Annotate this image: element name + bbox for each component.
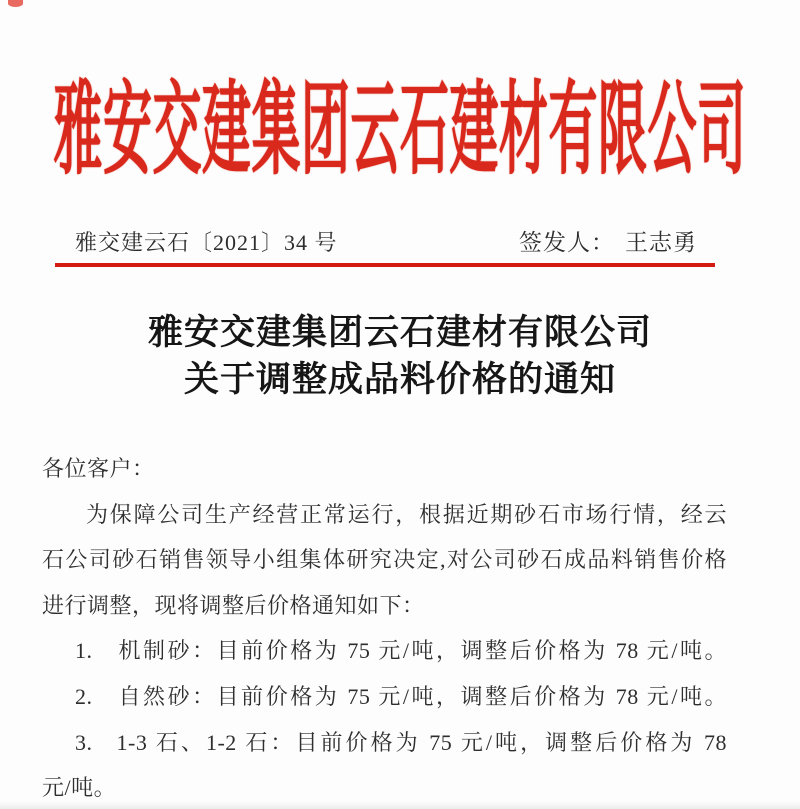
price-item-2-text: 自然砂：目前价格为 75 元/吨，调整后价格为 78 元/吨。 [116,683,727,709]
red-divider-rule [55,263,715,267]
issuer-name: 王志勇 [625,230,697,255]
issuer-label: 签发人： [519,230,615,255]
notice-body [42,446,727,809]
notice-title [0,309,800,403]
price-item-3-text: 1-3 石、1-2 石：目前价格为 75 元/吨，调整后价格为 78 [116,729,727,755]
document-number: 雅交建云石〔2021〕34 号 [75,230,338,255]
scan-artifact-mark [8,0,23,7]
body-line-3: 进行调整，现将调整后价格通知如下： [42,592,425,618]
price-item-1-text: 机制砂：目前价格为 75 元/吨，调整后价格为 78 元/吨。 [116,638,727,664]
notice-title-line2: 关于调整成品料价格的通知 [183,360,616,399]
salutation: 各位客户： [42,456,155,481]
price-item-3-number: 3. [75,729,93,755]
body-line-2: 石公司砂石销售领导小组集体研究决定,对公司砂石成品料销售价格 [42,547,727,573]
price-item-1-number: 1. [75,638,93,664]
notice-title-line1: 雅安交建集团云石建材有限公司 [147,313,652,352]
document-meta-row [75,224,697,257]
issuer-field [519,224,697,257]
letterhead-company-title: 雅安交建集团云石建材有限公司 [53,72,747,188]
body-line-1: 为保障公司生产经营正常运行，根据近期砂石市场行情，经云 [86,501,727,527]
price-item-2 [42,674,727,720]
scan-bottom-edge [0,801,800,809]
price-item-2-number: 2. [75,683,93,709]
price-item-1 [42,628,727,674]
price-item-3 [42,720,727,766]
price-item-3-continuation: 元/吨。 [42,775,117,801]
